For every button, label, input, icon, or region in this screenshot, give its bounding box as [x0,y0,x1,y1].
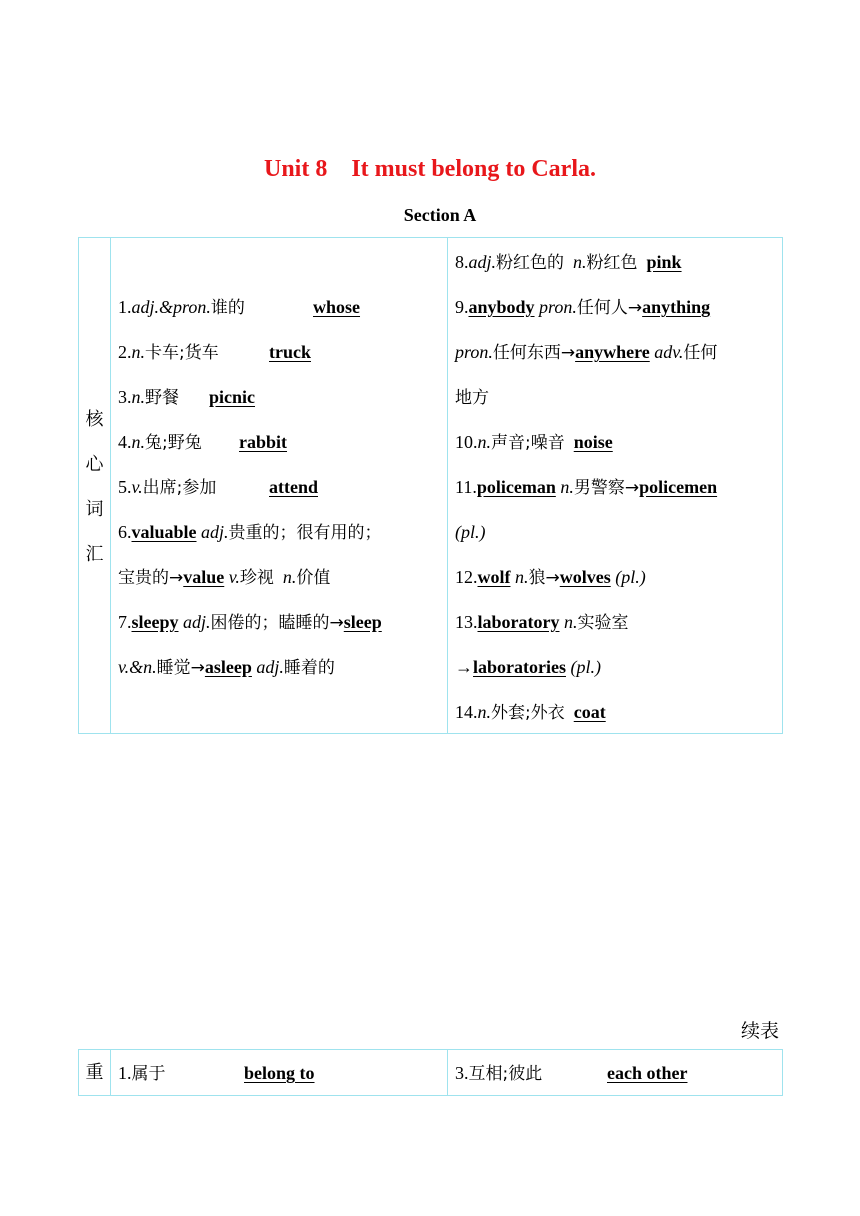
label-char: 核 [85,409,104,430]
answer: truck [269,342,311,362]
vocab-item-13: 13.laboratory n.实验室 [455,612,629,633]
phrase-item-1: 1.属于 belong to [118,1063,315,1084]
vocab-item-11-cont: (pl.) [455,522,486,542]
answer: pink [646,252,682,272]
vocab-item-2: 2.n.卡车;货车 truck [118,342,311,363]
row-label-core-vocabulary [79,397,110,577]
page-title: Unit 8 It must belong to Carla. [263,156,596,182]
table-divider [110,1049,111,1096]
label-char: 汇 [85,544,104,565]
answer: attend [269,477,318,497]
table-divider [447,237,448,734]
vocab-item-4: 4.n.兔;野兔 rabbit [118,432,288,453]
vocab-item-9-cont: pron.任何东西→anywhere adv.任何 [455,342,718,363]
answer: picnic [209,387,256,407]
vocab-item-9: 9.anybody pron.任何人→anything [455,297,711,318]
vocab-item-14: 14.n.外套;外衣 coat [455,702,606,723]
vocab-item-7-cont: v.&n.睡觉→asleep adj.睡着的 [118,657,335,678]
answer: coat [573,702,606,722]
vocab-item-6-cont: 宝贵的→value v.珍视 n.价值 [118,567,331,588]
vocab-item-8: 8.adj.粉红色的 n.粉红色 pink [455,252,682,273]
table-divider [110,237,111,734]
answer: belong to [244,1063,315,1083]
answer: each other [607,1063,688,1083]
vocab-item-12: 12.wolf n.狼→wolves (pl.) [455,567,646,588]
vocab-item-6: 6.valuable adj.贵重的；很有用的； [118,522,382,543]
section-heading: Section A [403,205,477,225]
label-char: 词 [85,499,104,520]
answer: noise [573,432,613,452]
vocab-item-5: 5.v.出席;参加 attend [118,477,318,498]
continued-label: 续表 [740,1020,779,1042]
vocab-item-1: 1.adj.&pron.谁的 whose [118,297,361,318]
label-char: 心 [85,454,104,475]
phrase-item-3: 3.互相;彼此 each other [455,1063,688,1084]
vocab-item-9-cont2: 地方 [455,388,489,408]
label-char: 重 [85,1062,104,1083]
row-label-key-phrases [79,1050,110,1095]
vocab-item-10: 10.n.声音;噪音 noise [455,432,613,453]
answer: rabbit [239,432,288,452]
vocab-item-3: 3.n.野餐 picnic [118,387,256,408]
table-divider [447,1049,448,1096]
vocab-item-11: 11.policeman n.男警察→policemen [455,477,718,498]
vocab-item-7: 7.sleepy adj.困倦的；瞌睡的→sleep [118,612,382,633]
vocab-item-13-cont: →laboratories (pl.) [455,657,601,677]
answer: whose [313,297,361,317]
